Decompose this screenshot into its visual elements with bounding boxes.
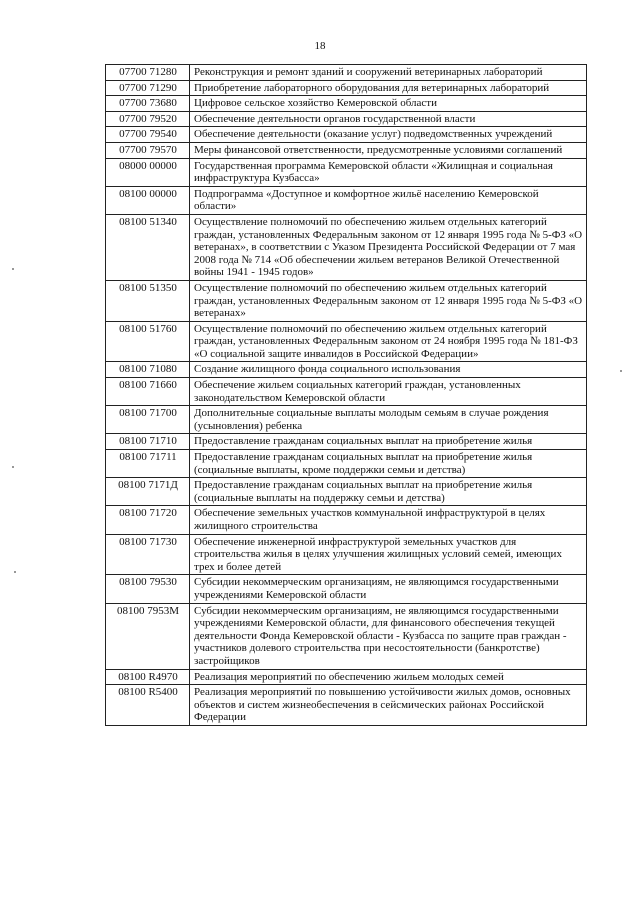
- code-cell: 08100 71700: [106, 406, 190, 434]
- description-cell: Осуществление полномочий по обеспечению жильем отдельных категорий граждан, установленных Федеральным законом от 12 января 1995 года № 5-ФЗ «О ветеранах»: [190, 280, 587, 321]
- description-cell: Обеспечение деятельности (оказание услуг) подведомственных учреждений: [190, 127, 587, 143]
- code-cell: 08100 71730: [106, 534, 190, 575]
- description-cell: Субсидии некоммерческим организациям, не являющимся государственными учреждениями Кемеровской области, для финансового обеспечения текущей деятельности Фонда Кемеровской области - Кузбасса по защите прав граждан - участников долевого строительства при несостоятельности (банкротстве) застройщиков: [190, 603, 587, 669]
- code-cell: 08100 71080: [106, 362, 190, 378]
- table-row: [106, 406, 587, 434]
- table-row: [106, 450, 587, 478]
- description-cell: Предоставление гражданам социальных выплат на приобретение жилья (социальные выплаты на поддержку семьи и детства): [190, 478, 587, 506]
- code-cell: 07700 79570: [106, 142, 190, 158]
- table-row: [106, 158, 587, 186]
- table-row: [106, 321, 587, 362]
- description-cell: Создание жилищного фонда социального использования: [190, 362, 587, 378]
- description-cell: Осуществление полномочий по обеспечению жильем отдельных категорий граждан, установленных Федеральным законом от 12 января 1995 года № 5-ФЗ «О ветеранах», в соответствии с Указом Президента Российской Федерации от 7 мая 2008 года № 714 «Об обеспечении жильем ветеранов Великой Отечественной войны 1941 - 1945 годов»: [190, 214, 587, 280]
- table-row: [106, 80, 587, 96]
- description-cell: Реализация мероприятий по повышению устойчивости жилых домов, основных объектов и систем жизнеобеспечения в сейсмических районах Российской Федерации: [190, 685, 587, 726]
- table-row: [106, 434, 587, 450]
- description-cell: Реализация мероприятий по обеспечению жильем молодых семей: [190, 669, 587, 685]
- table-row: [106, 186, 587, 214]
- table-row: [106, 575, 587, 603]
- description-cell: Цифровое сельское хозяйство Кемеровской области: [190, 96, 587, 112]
- scan-speck: [620, 370, 622, 372]
- code-cell: 07700 71290: [106, 80, 190, 96]
- code-cell: 08100 7171Д: [106, 478, 190, 506]
- scan-speck: [14, 571, 16, 573]
- code-cell: 08100 51340: [106, 214, 190, 280]
- table-row: [106, 142, 587, 158]
- table-row: [106, 506, 587, 534]
- budget-codes-table: [105, 64, 587, 726]
- table-row: [106, 65, 587, 81]
- table-row: [106, 111, 587, 127]
- description-cell: Приобретение лабораторного оборудования для ветеринарных лабораторий: [190, 80, 587, 96]
- table-row: [106, 127, 587, 143]
- page-number: 18: [314, 40, 326, 52]
- table-row: [106, 478, 587, 506]
- description-cell: Подпрограмма «Доступное и комфортное жильё населению Кемеровской области»: [190, 186, 587, 214]
- description-cell: Государственная программа Кемеровской области «Жилищная и социальная инфраструктура Кузбасса»: [190, 158, 587, 186]
- description-cell: Обеспечение земельных участков коммунальной инфраструктурой в целях жилищного строительства: [190, 506, 587, 534]
- description-cell: Дополнительные социальные выплаты молодым семьям в случае рождения (усыновления) ребенка: [190, 406, 587, 434]
- scan-speck: [12, 466, 14, 468]
- code-cell: 08100 R5400: [106, 685, 190, 726]
- description-cell: Обеспечение жильем социальных категорий граждан, установленных законодательством Кемеровской области: [190, 378, 587, 406]
- description-cell: Субсидии некоммерческим организациям, не являющимся государственными учреждениями Кемеровской области: [190, 575, 587, 603]
- code-cell: 08100 51350: [106, 280, 190, 321]
- code-cell: 07700 79540: [106, 127, 190, 143]
- table-row: [106, 214, 587, 280]
- description-cell: Обеспечение деятельности органов государственной власти: [190, 111, 587, 127]
- description-cell: Осуществление полномочий по обеспечению жильем отдельных категорий граждан, установленных Федеральным законом от 24 ноября 1995 года № 181-ФЗ «О социальной защите инвалидов в Российской Федерации»: [190, 321, 587, 362]
- scan-speck: [12, 268, 14, 270]
- code-cell: 08100 71720: [106, 506, 190, 534]
- code-cell: 08100 R4970: [106, 669, 190, 685]
- table-row: [106, 96, 587, 112]
- code-cell: 08100 51760: [106, 321, 190, 362]
- description-cell: Реконструкция и ремонт зданий и сооружений ветеринарных лабораторий: [190, 65, 587, 81]
- code-cell: 08000 00000: [106, 158, 190, 186]
- table-body: [106, 65, 587, 726]
- description-cell: Обеспечение инженерной инфраструктурой земельных участков для строительства жилья в целях улучшения жилищных условий семей, имеющих трех и более детей: [190, 534, 587, 575]
- table-row: [106, 280, 587, 321]
- code-cell: 07700 73680: [106, 96, 190, 112]
- code-cell: 08100 00000: [106, 186, 190, 214]
- table-row: [106, 534, 587, 575]
- code-cell: 08100 7953М: [106, 603, 190, 669]
- code-cell: 07700 71280: [106, 65, 190, 81]
- code-cell: 08100 71660: [106, 378, 190, 406]
- description-cell: Меры финансовой ответственности, предусмотренные условиями соглашений: [190, 142, 587, 158]
- code-cell: 07700 79520: [106, 111, 190, 127]
- table-row: [106, 362, 587, 378]
- table-row: [106, 603, 587, 669]
- code-cell: 08100 71710: [106, 434, 190, 450]
- table-row: [106, 685, 587, 726]
- code-cell: 08100 71711: [106, 450, 190, 478]
- table-row: [106, 378, 587, 406]
- description-cell: Предоставление гражданам социальных выплат на приобретение жилья (социальные выплаты, кроме поддержки семьи и детства): [190, 450, 587, 478]
- table-row: [106, 669, 587, 685]
- description-cell: Предоставление гражданам социальных выплат на приобретение жилья: [190, 434, 587, 450]
- code-cell: 08100 79530: [106, 575, 190, 603]
